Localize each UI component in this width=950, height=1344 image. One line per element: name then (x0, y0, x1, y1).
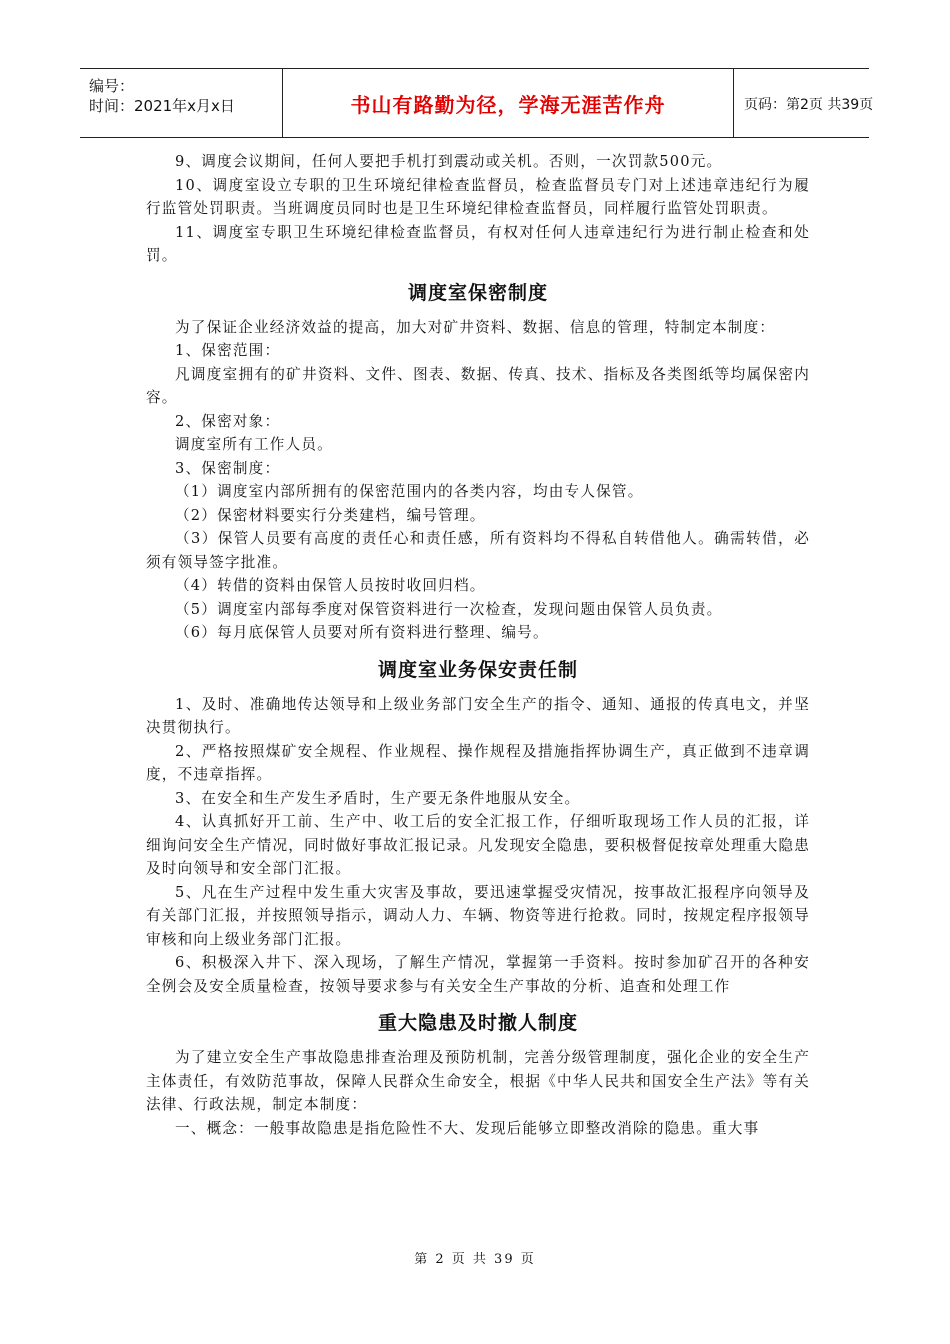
paragraph: 一、概念：一般事故隐患是指危险性不大、发现后能够立即整改消除的隐患。重大事 (175, 1119, 760, 1137)
paragraph: 凡调度室拥有的矿井资料、文件、图表、数据、传真、技术、指标及各类图纸等均属保密内容。 (146, 365, 810, 406)
paragraph: 5、凡在生产过程中发生重大灾害及事故，要迅速掌握受灾情况，按事故汇报程序向领导及有关部门汇报，并按照领导指示，调动人力、车辆、物资等进行抢救。同时，按规定程序报领导审核和向上级业务部门汇报。 (146, 883, 810, 948)
paragraph: 为了保证企业经济效益的提高，加大对矿井资料、数据、信息的管理，特制定本制度： (175, 318, 776, 336)
paragraph: （6）每月底保管人员要对所有资料进行整理、编号。 (175, 624, 549, 641)
section-heading: 调度室业务保安责任制 (377, 658, 578, 681)
doc-number-label: 编号： (89, 77, 135, 95)
paragraph: 1、保密范围： (175, 342, 281, 359)
paragraph: 2、保密对象： (175, 412, 281, 430)
section-heading: 重大隐患及时撤人制度 (377, 1012, 578, 1034)
paragraph: 4、认真抓好开工前、生产中、收工后的安全汇报工作，仔细听取现场工作人员的汇报，详细询问安全生产情况，同时做好事故汇报记录。凡发现安全隐患，要积极督促按章处理重大隐患及时向领导和安全部门汇报。 (146, 813, 810, 877)
paragraph: （3）保管人员要有高度的责任心和责任感，所有资料均不得私自转借他人。确需转借，必须有领导签字批准。 (146, 530, 810, 571)
paragraph: 2、严格按照煤矿安全规程、作业规程、操作规程及措施指挥协调生产，真正做到不违章调度，不违章指挥。 (146, 742, 810, 783)
paragraph: （1）调度室内部所拥有的保密范围内的各类内容，均由专人保管。 (175, 483, 644, 500)
paragraph: 调度室所有工作人员。 (175, 436, 333, 453)
paragraph: （2）保密材料要实行分类建档，编号管理。 (175, 506, 486, 524)
paragraph: 6、积极深入井下、深入现场，了解生产情况，掌握第一手资料。按时参加矿召开的各种安全例会及安全质量检查，按领导要求参与有关安全生产事故的分析、追查和处理工作 (146, 954, 810, 995)
header-meta-cell (80, 69, 280, 137)
paragraph: （5）调度室内部每季度对保管资料进行一次检查，发现问题由保管人员负责。 (175, 600, 723, 618)
paragraph: 1、及时、准确地传达领导和上级业务部门安全生产的指令、通知、通报的传真电文，并坚决贯彻执行。 (146, 695, 810, 736)
document-body (146, 150, 810, 1140)
paragraph: （4）转借的资料由保管人员按时收回归档。 (175, 577, 486, 594)
paragraph: 3、保密制度： (175, 459, 281, 477)
paragraph: 为了建立安全生产事故隐患排查治理及预防机制，完善分级管理制度，强化企业的安全生产主体责任，有效防范事故，保障人民群众生命安全，根据《中华人民共和国安全生产法》等有关法律、行政法规，制定本制度： (146, 1049, 810, 1113)
paragraph: 10、调度室设立专职的卫生环境纪律检查监督员，检查监督员专门对上述违章违纪行为履行监管处罚职责。当班调度员同时也是卫生环境纪律检查监督员，同样履行监管处罚职责。 (146, 176, 810, 217)
header-motto-cell (282, 69, 734, 137)
paragraph: 3、在安全和生产发生矛盾时，生产要无条件地服从安全。 (175, 789, 581, 807)
paragraph: 9、调度会议期间，任何人要把手机打到震动或关机。否则，一次罚款500元。 (175, 153, 723, 170)
header-page-cell (734, 69, 874, 137)
motto-text: 书山有路勤为径，学海无涯苦作舟 (350, 93, 666, 117)
page-footer: 第 2 页 共 39 页 (414, 1252, 536, 1267)
page-header (80, 68, 874, 138)
header-page-info: 页码：第2页 共39页 (744, 97, 874, 113)
section-heading: 调度室保密制度 (407, 281, 548, 304)
doc-date: 时间：2021年x月x日 (89, 97, 235, 115)
paragraph: 11、调度室专职卫生环境纪律检查监督员，有权对任何人违章违纪行为进行制止检查和处罚。 (146, 223, 810, 264)
